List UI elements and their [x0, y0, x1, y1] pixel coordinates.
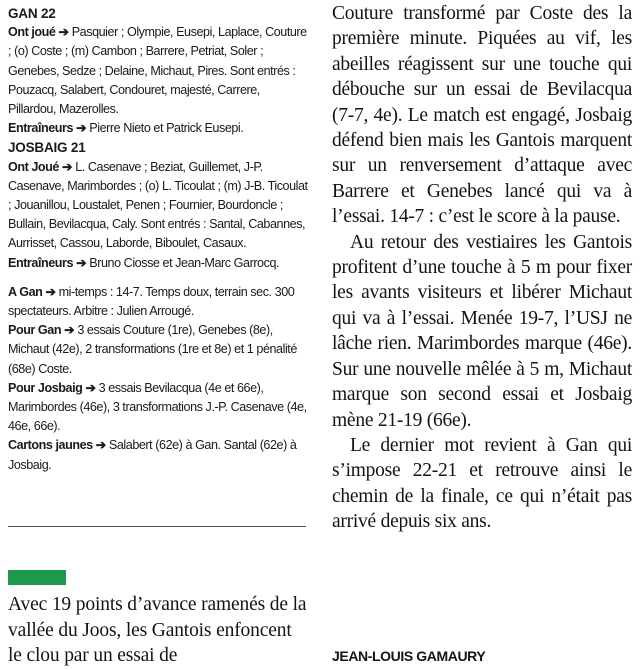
pour-josbaig-label: Pour Josbaig: [8, 380, 83, 395]
gan-scoring: [8, 321, 308, 379]
gan-coaches: [8, 119, 308, 138]
josbaig-lineup: [8, 158, 308, 254]
article-paragraph-3: Le dernier mot revient à Gan qui s’impose 22-21 et retrouve ainsi le chemin de la finale, ce qui n’était pas arrivé depuis six ans.: [332, 434, 632, 533]
author-byline: JEAN-LOUIS GAMAURY: [332, 648, 486, 664]
josbaig-title: JOSBAIG 21: [8, 140, 86, 156]
spacer: [8, 273, 308, 283]
josbaig-scoring: [8, 379, 308, 437]
article-body: [332, 1, 632, 535]
agan-text: mi-temps : 14-7. Temps doux, terrain sec. 300 spectateurs. Arbitre : Julien Arrougé.: [8, 284, 295, 319]
article-paragraph-1: Couture transformé par Coste des la première minute. Piquées au vif, les abeilles réagissent sur une touche qui débouche sur un essai de Bevilacqua (7-7, 4e). Le match est engagé, Josbaig défend bien mais les Gantois marquent sur un renversement d’attaque avec Barrere et Genebes lancé qui va à l’essai. 14-7 : c’est le score à la pause.: [332, 3, 632, 228]
divider: [8, 526, 306, 527]
pour-gan-label: Pour Gan: [8, 323, 62, 338]
josbaig-ont-joue-label: Ont Joué: [8, 159, 59, 174]
arrow-icon: ➔: [62, 159, 73, 174]
arrow-icon: ➔: [64, 323, 75, 338]
arrow-icon: ➔: [85, 380, 96, 395]
article-paragraph-2: Au retour des vestiaires les Gantois profitent d’une touche à 5 m pour fixer les avants visiteurs et libérer Michaut qui va à l’essai. Menée 19-7, l’USJ ne lâche rien. Marimbordes marque (46e). Sur une nouvelle mêlée à 5 m, Michaut marque son second essai et Josbaig mène 21-19 (66e).: [332, 231, 632, 431]
green-accent-bar: [8, 570, 66, 585]
match-sheet: [8, 4, 308, 475]
yellow-cards: [8, 436, 308, 474]
gan-entraineurs-text: Pierre Nieto et Patrick Eusepi.: [89, 121, 244, 136]
gan-ont-joue-label: Ont joué: [8, 25, 56, 40]
josbaig-entraineurs-label: Entraîneurs: [8, 255, 74, 270]
arrow-icon: ➔: [45, 284, 56, 299]
pour-josbaig-text: 3 essais Bevilacqua (4e et 66e), Marimbordes (46e), 3 transformations J.-P. Casenave (4e, 46e, 66e).: [8, 380, 307, 434]
article-lead: Avec 19 points d’avance ramenés de la vallée du Joos, les Gantois enfoncent le clou par un essai de: [8, 594, 307, 667]
arrow-icon: ➔: [76, 255, 87, 270]
agan-label: A Gan: [8, 284, 43, 299]
gan-ont-joue-text: Pasquier ; Olympie, Eusepi, Laplace, Couture ; (o) Coste ; (m) Cambon ; Barrere, Petriat, Soler ; Genebes, Sedze ; Delaine, Michaut, Pires. Sont entrés : Pouzacq, Salabert, Condouret, majesté, Carrere, Pillardou, Mazerolles.: [8, 25, 307, 117]
gan-entraineurs-label: Entraîneurs: [8, 121, 74, 136]
cartons-label: Cartons jaunes: [8, 438, 93, 453]
josbaig-ont-joue-text: L. Casenave ; Beziat, Guillemet, J-P. Casenave, Marimbordes ; (o) L. Ticoulat ; (m) J-B. Ticoulat ; Jouanillou, Loustalet, Penen ; Fournier, Bourdoncle ; Bullain, Bevilacqua, Caly. Sont entrés : Santal, Cabannes, Aurrisset, Cassou, Laborde, Biboulet, Casaux.: [8, 159, 308, 251]
gan-lineup: [8, 23, 308, 119]
arrow-icon: ➔: [58, 25, 69, 40]
pour-gan-text: 3 essais Couture (1re), Genebes (8e), Michaut (42e), 2 transformations (1re et 8e) et 1 pénalité (68e) Coste.: [8, 323, 297, 376]
cartons-text: Salabert (62e) à Gan. Santal (62e) à Josbaig.: [8, 438, 297, 472]
gan-title: GAN 22: [8, 6, 56, 21]
arrow-icon: ➔: [76, 121, 87, 136]
match-info: [8, 283, 308, 321]
josbaig-coaches: [8, 254, 308, 273]
josbaig-entraineurs-text: Bruno Ciosse et Jean-Marc Garrocq.: [89, 255, 280, 270]
arrow-icon: ➔: [95, 438, 106, 453]
